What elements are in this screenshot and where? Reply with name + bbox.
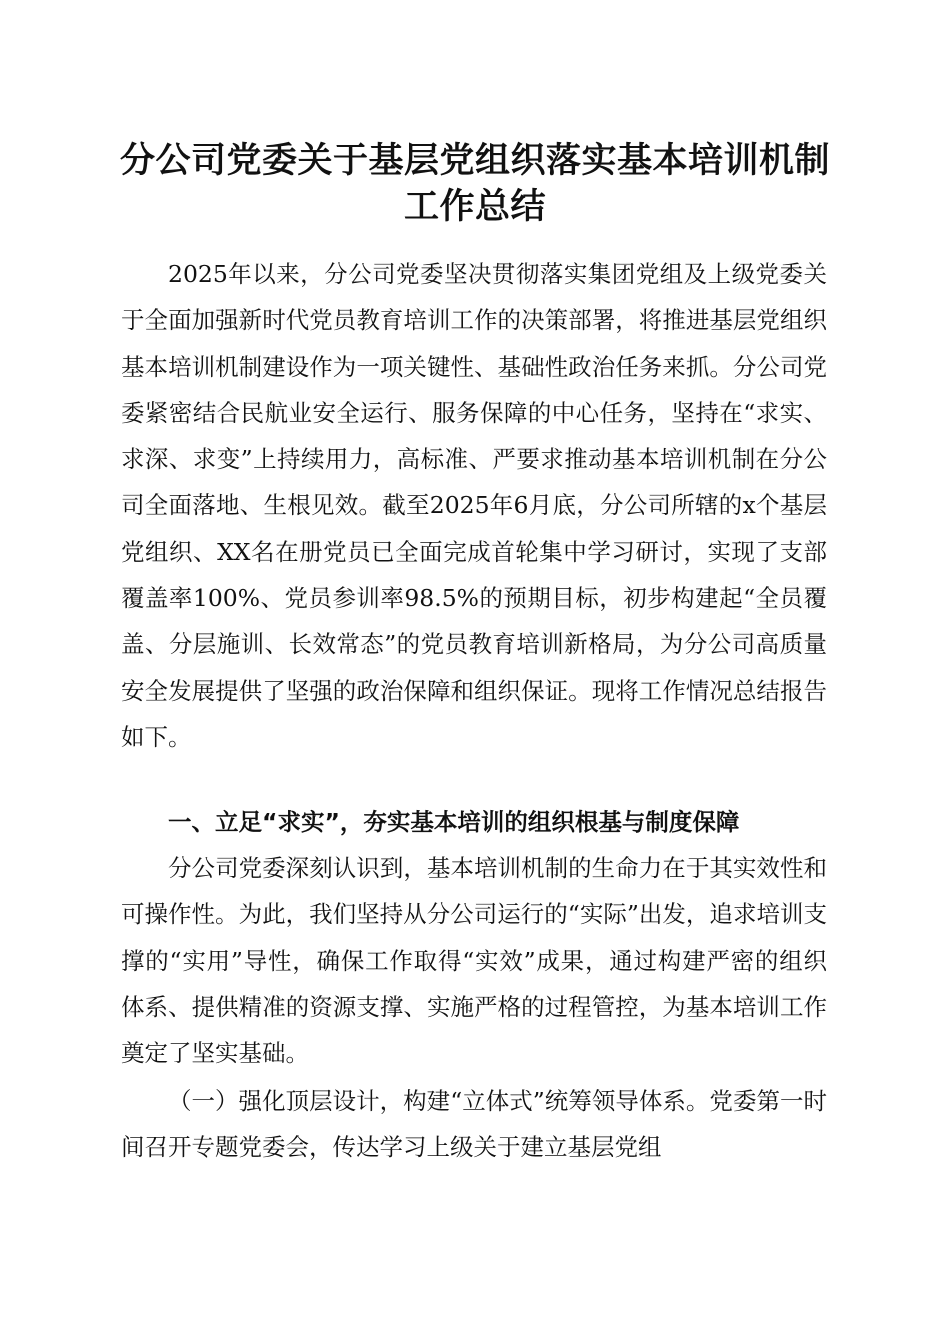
subsection1-paragraph: （一）强化顶层设计，构建“立体式”统筹领导体系。党委第一时间召开专题党委会，传达学习上级关于建立基层党组 — [121, 1087, 827, 1162]
section1-paragraph: 分公司党委深刻认识到，基本培训机制的生命力在于其实效性和可操作性。为此，我们坚持从分公司运行的“实际”出发，追求培训支撑的“实用”导性，确保工作取得“实效”成果，通过构建严密的组织体系、提供精准的资源支撑、实施严格的过程管控，为基本培训工作奠定了坚实基础。 — [121, 854, 827, 1068]
intro-paragraph: 2025年以来，分公司党委坚决贯彻落实集团党组及上级党委关于全面加强新时代党员教育培训工作的决策部署，将推进基层党组织基本培训机制建设作为一项关键性、基础性政治任务来抓。分公司党委紧密结合民航业安全运行、服务保障的中心任务，坚持在“求实、求深、求变”上持续用力，高标准、严要求推动基本培训机制在分公司全面落地、生根见效。截至2025年6月底，分公司所辖的x个基层党组织、XX名在册党员已全面完成首轮集中学习研讨，实现了支部覆盖率100%、党员参训率98.5%的预期目标，初步构建起“全员覆盖、分层施训、长效常态”的党员教育培训新格局，为分公司高质量安全发展提供了坚强的政治保障和组织保证。现将工作情况总结报告如下。 — [121, 260, 827, 751]
section1-heading: 一、立足“求实”，夯实基本培训的组织根基与制度保障 — [168, 808, 740, 836]
document-title-line1: 分公司党委关于基层党组织落实基本培训机制 — [119, 140, 830, 181]
document-title-line2: 工作总结 — [403, 186, 546, 227]
